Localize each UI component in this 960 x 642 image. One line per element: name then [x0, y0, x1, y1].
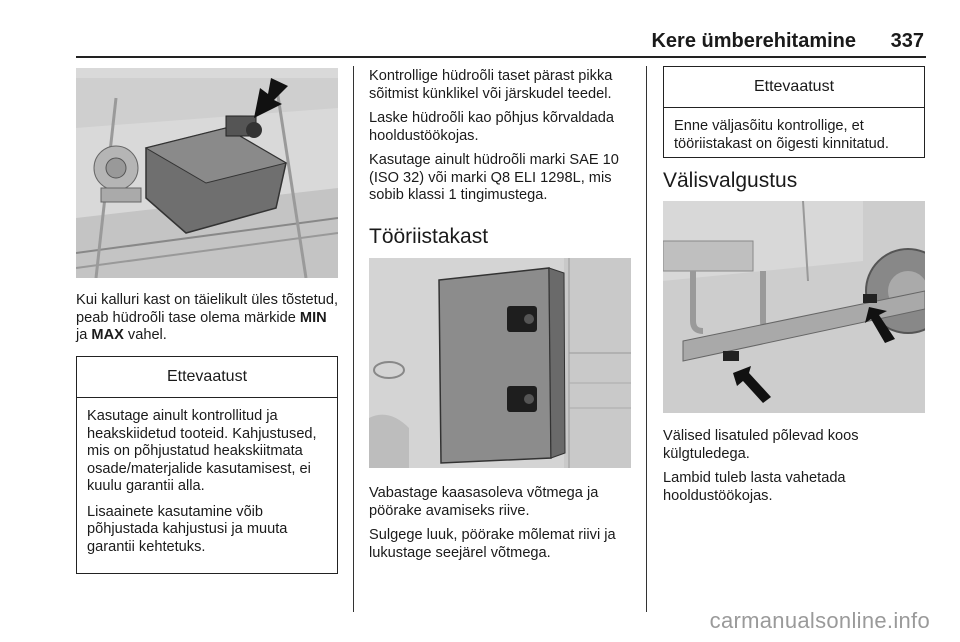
oil-type-text: Kasutage ainult hüdroõli marki SAE 10 (ISO 32) või marki Q8 ELI 1298L, mis sobib klassi 1 tingimustega.: [369, 152, 619, 203]
oil-check-text: Kontrollige hüdroõli taset pärast pikka sõitmist künklikel või järskudel teedel.: [369, 68, 613, 102]
reservoir-text-prefix: Kui kalluri kast on täielikult üles tõstetud, peab hüdroõli tase olema märkide: [76, 292, 339, 326]
max-mark: MAX: [91, 327, 124, 343]
oil-loss-text: Laske hüdroõli kao põhjus kõrvaldada hooldustöökojas.: [369, 110, 615, 144]
exterior-lights-figure: [663, 201, 925, 413]
warning-box-1: [76, 356, 338, 574]
page-title: Kere ümberehitamine: [651, 30, 856, 52]
toolbox-heading: Tööriistakast: [369, 225, 489, 248]
warning-heading: Ettevaatust: [664, 67, 924, 108]
toolbox-close-text: Sulgege luuk, pöörake mõlemat riivi ja lukustage seejärel võtmega.: [369, 527, 616, 561]
header-rule: [76, 56, 926, 58]
toolbox-figure: [369, 258, 631, 468]
warning-text-1: Kasutage ainult kontrollitud ja heakskiidetud tooteid. Kahjustused, mis on põhjustatud heakskiitmata osade/materjalide kasutamisest, ei kuulu garantii alla.: [87, 408, 317, 494]
reservoir-text: [76, 292, 338, 345]
exterior-lights-text: Välised lisatuled põlevad koos külgtuledega.: [663, 428, 859, 462]
reservoir-text-mid: ja: [76, 327, 92, 343]
toolbox-open-text: Vabastage kaasasoleva võtmega ja pöörake avamiseks riive.: [369, 485, 599, 519]
min-mark: MIN: [299, 309, 327, 326]
page-header: [0, 0, 960, 58]
warning-heading: Ettevaatust: [77, 357, 337, 398]
warning-box-2: [663, 66, 925, 158]
hydraulic-reservoir-figure: [76, 68, 338, 278]
toolbox-illustration: [369, 258, 631, 468]
exterior-lighting-heading: Välisvalgustus: [663, 169, 798, 192]
column-divider-1: [353, 66, 354, 612]
reservoir-text-suffix: vahel.: [123, 327, 167, 343]
hydraulic-reservoir-illustration: [76, 68, 338, 278]
warning-text-2: Lisaainete kasutamine võib põhjustada kahjustusi ja muuta garantii kehtetuks.: [87, 503, 288, 555]
page-number: 337: [890, 30, 924, 52]
bulb-replacement-text: Lambid tuleb lasta vahetada hooldustöökojas.: [663, 470, 846, 504]
exterior-lights-illustration: [663, 201, 925, 413]
column-divider-2: [646, 66, 647, 612]
warning-text-toolbox: Enne väljasõitu kontrollige, et tööriistakast on õigesti kinnitatud.: [674, 118, 889, 152]
watermark: carmanualsonline.info: [709, 608, 930, 633]
